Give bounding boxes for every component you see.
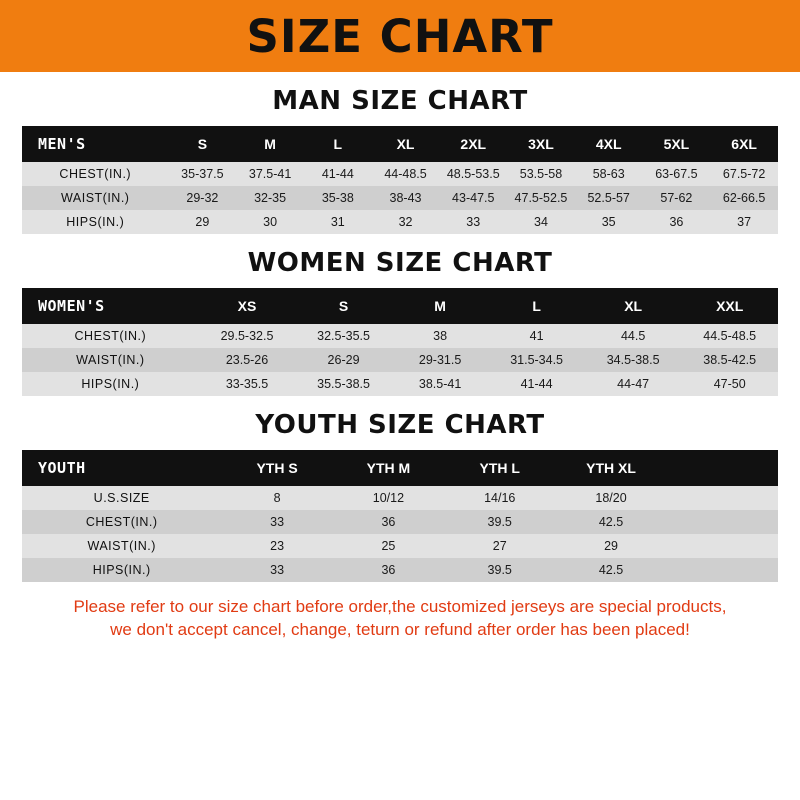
man-row-0-cell-4: 48.5-53.5 bbox=[439, 162, 507, 186]
man-header-cell-4: XL bbox=[372, 126, 440, 162]
women-row-1-cell-4: 34.5-38.5 bbox=[585, 348, 682, 372]
man-size-table bbox=[22, 126, 778, 234]
women-header-cell-0: WOMEN'S bbox=[22, 288, 199, 324]
youth-table-head bbox=[22, 450, 778, 486]
youth-row-3-cell-1: 36 bbox=[333, 558, 444, 582]
women-header-cell-2: S bbox=[295, 288, 392, 324]
table-row bbox=[22, 534, 778, 558]
women-table-head bbox=[22, 288, 778, 324]
man-row-2-cell-2: 31 bbox=[304, 210, 372, 234]
youth-table-body bbox=[22, 486, 778, 582]
table-row bbox=[22, 348, 778, 372]
man-row-2-cell-8: 37 bbox=[710, 210, 778, 234]
women-row-0-cell-3: 41 bbox=[488, 324, 585, 348]
man-row-2-cell-0: 29 bbox=[169, 210, 237, 234]
women-row-1-cell-2: 29-31.5 bbox=[392, 348, 489, 372]
women-row-2-cell-4: 44-47 bbox=[585, 372, 682, 396]
youth-row-3-cell-3: 42.5 bbox=[555, 558, 666, 582]
youth-row-1-cell-2: 39.5 bbox=[444, 510, 555, 534]
women-section-title: WOMEN SIZE CHART bbox=[247, 248, 553, 278]
man-row-0-cell-2: 41-44 bbox=[304, 162, 372, 186]
youth-row-2-cell-2: 27 bbox=[444, 534, 555, 558]
youth-row-0-cell-3: 18/20 bbox=[555, 486, 666, 510]
man-row-1-cell-4: 43-47.5 bbox=[439, 186, 507, 210]
man-row-0-cell-0: 35-37.5 bbox=[169, 162, 237, 186]
content-area bbox=[0, 86, 800, 642]
youth-row-1-cell-4 bbox=[667, 510, 778, 534]
women-header-row bbox=[22, 288, 778, 324]
table-row bbox=[22, 210, 778, 234]
women-row-2-cell-3: 41-44 bbox=[488, 372, 585, 396]
youth-section-title: YOUTH SIZE CHART bbox=[255, 410, 545, 440]
women-row-1-cell-3: 31.5-34.5 bbox=[488, 348, 585, 372]
man-row-1-cell-0: 29-32 bbox=[169, 186, 237, 210]
man-header-row bbox=[22, 126, 778, 162]
header-banner bbox=[0, 0, 800, 72]
man-row-0-cell-3: 44-48.5 bbox=[372, 162, 440, 186]
youth-row-0-cell-2: 14/16 bbox=[444, 486, 555, 510]
man-row-0-label: CHEST(IN.) bbox=[22, 162, 169, 186]
table-row bbox=[22, 558, 778, 582]
man-row-2-cell-6: 35 bbox=[575, 210, 643, 234]
footer-note-line-2: we don't accept cancel, change, teturn or refund after order has been placed! bbox=[110, 619, 690, 639]
man-row-0-cell-8: 67.5-72 bbox=[710, 162, 778, 186]
man-row-0-cell-6: 58-63 bbox=[575, 162, 643, 186]
man-row-1-cell-1: 32-35 bbox=[236, 186, 304, 210]
women-row-1-cell-5: 38.5-42.5 bbox=[681, 348, 778, 372]
footer-note-line-1: Please refer to our size chart before order,the customized jerseys are special products, bbox=[73, 597, 727, 616]
banner-center bbox=[56, 0, 744, 72]
youth-row-0-cell-0: 8 bbox=[221, 486, 332, 510]
man-row-2-cell-5: 34 bbox=[507, 210, 575, 234]
women-header-cell-4: L bbox=[488, 288, 585, 324]
women-row-2-cell-2: 38.5-41 bbox=[392, 372, 489, 396]
man-row-2-cell-7: 36 bbox=[643, 210, 711, 234]
youth-size-table bbox=[22, 450, 778, 582]
youth-header-cell-3: YTH L bbox=[444, 450, 555, 486]
women-row-0-cell-5: 44.5-48.5 bbox=[681, 324, 778, 348]
man-header-cell-7: 4XL bbox=[575, 126, 643, 162]
man-row-1-cell-6: 52.5-57 bbox=[575, 186, 643, 210]
man-row-0-cell-1: 37.5-41 bbox=[236, 162, 304, 186]
table-row bbox=[22, 510, 778, 534]
banner-right-accent bbox=[744, 0, 800, 72]
man-header-cell-6: 3XL bbox=[507, 126, 575, 162]
youth-row-1-cell-1: 36 bbox=[333, 510, 444, 534]
man-row-2-cell-1: 30 bbox=[236, 210, 304, 234]
women-row-0-label: CHEST(IN.) bbox=[22, 324, 199, 348]
youth-row-0-cell-4 bbox=[667, 486, 778, 510]
youth-row-0-label: U.S.SIZE bbox=[22, 486, 221, 510]
table-row bbox=[22, 324, 778, 348]
youth-header-cell-1: YTH S bbox=[221, 450, 332, 486]
man-header-cell-2: M bbox=[236, 126, 304, 162]
youth-header-cell-0: YOUTH bbox=[22, 450, 221, 486]
women-header-cell-6: XXL bbox=[681, 288, 778, 324]
women-header-cell-3: M bbox=[392, 288, 489, 324]
women-row-1-label: WAIST(IN.) bbox=[22, 348, 199, 372]
women-size-table bbox=[22, 288, 778, 396]
footer-note bbox=[22, 596, 778, 642]
table-row bbox=[22, 162, 778, 186]
women-row-1-cell-1: 26-29 bbox=[295, 348, 392, 372]
man-row-1-cell-5: 47.5-52.5 bbox=[507, 186, 575, 210]
man-header-cell-1: S bbox=[169, 126, 237, 162]
women-row-0-cell-1: 32.5-35.5 bbox=[295, 324, 392, 348]
youth-row-3-label: HIPS(IN.) bbox=[22, 558, 221, 582]
man-row-1-cell-3: 38-43 bbox=[372, 186, 440, 210]
man-header-cell-8: 5XL bbox=[643, 126, 711, 162]
man-row-1-label: WAIST(IN.) bbox=[22, 186, 169, 210]
youth-row-1-cell-3: 42.5 bbox=[555, 510, 666, 534]
man-row-1-cell-8: 62-66.5 bbox=[710, 186, 778, 210]
women-row-0-cell-4: 44.5 bbox=[585, 324, 682, 348]
women-row-2-cell-5: 47-50 bbox=[681, 372, 778, 396]
table-row bbox=[22, 186, 778, 210]
page-title: SIZE CHART bbox=[246, 9, 554, 63]
table-row bbox=[22, 372, 778, 396]
youth-header-cell-4: YTH XL bbox=[555, 450, 666, 486]
youth-header-row bbox=[22, 450, 778, 486]
youth-row-2-cell-3: 29 bbox=[555, 534, 666, 558]
women-row-0-cell-2: 38 bbox=[392, 324, 489, 348]
table-row bbox=[22, 486, 778, 510]
women-row-2-label: HIPS(IN.) bbox=[22, 372, 199, 396]
youth-row-2-label: WAIST(IN.) bbox=[22, 534, 221, 558]
man-row-2-cell-4: 33 bbox=[439, 210, 507, 234]
man-row-1-cell-2: 35-38 bbox=[304, 186, 372, 210]
women-header-cell-1: XS bbox=[199, 288, 296, 324]
women-header-cell-5: XL bbox=[585, 288, 682, 324]
man-header-cell-5: 2XL bbox=[439, 126, 507, 162]
man-header-cell-9: 6XL bbox=[710, 126, 778, 162]
man-table-body bbox=[22, 162, 778, 234]
man-row-1-cell-7: 57-62 bbox=[643, 186, 711, 210]
youth-row-3-cell-0: 33 bbox=[221, 558, 332, 582]
women-table-body bbox=[22, 324, 778, 396]
man-header-cell-0: MEN'S bbox=[22, 126, 169, 162]
youth-row-1-label: CHEST(IN.) bbox=[22, 510, 221, 534]
man-row-0-cell-5: 53.5-58 bbox=[507, 162, 575, 186]
youth-header-cell-2: YTH M bbox=[333, 450, 444, 486]
man-header-cell-3: L bbox=[304, 126, 372, 162]
man-row-0-cell-7: 63-67.5 bbox=[643, 162, 711, 186]
youth-row-3-cell-4 bbox=[667, 558, 778, 582]
youth-row-2-cell-1: 25 bbox=[333, 534, 444, 558]
youth-row-2-cell-4 bbox=[667, 534, 778, 558]
women-row-2-cell-1: 35.5-38.5 bbox=[295, 372, 392, 396]
youth-row-3-cell-2: 39.5 bbox=[444, 558, 555, 582]
women-row-2-cell-0: 33-35.5 bbox=[199, 372, 296, 396]
banner-left-accent bbox=[0, 0, 56, 72]
youth-row-2-cell-0: 23 bbox=[221, 534, 332, 558]
women-row-0-cell-0: 29.5-32.5 bbox=[199, 324, 296, 348]
man-row-2-cell-3: 32 bbox=[372, 210, 440, 234]
man-section-title: MAN SIZE CHART bbox=[272, 86, 528, 116]
youth-header-cell-5 bbox=[667, 450, 778, 486]
youth-row-1-cell-0: 33 bbox=[221, 510, 332, 534]
man-row-2-label: HIPS(IN.) bbox=[22, 210, 169, 234]
youth-row-0-cell-1: 10/12 bbox=[333, 486, 444, 510]
women-row-1-cell-0: 23.5-26 bbox=[199, 348, 296, 372]
man-table-head bbox=[22, 126, 778, 162]
